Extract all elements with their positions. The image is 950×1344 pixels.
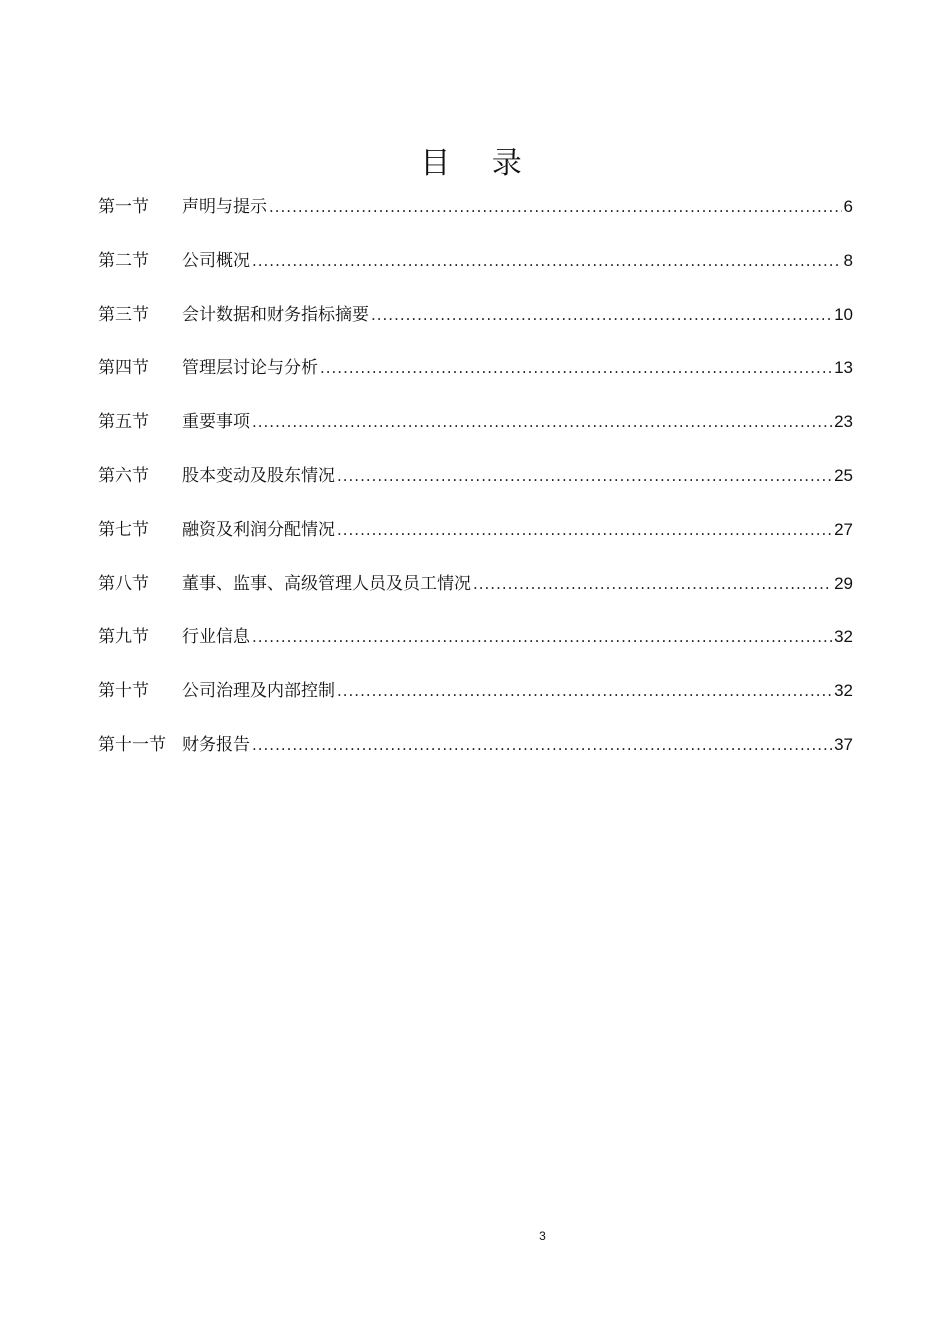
page-title: 目 录: [420, 146, 538, 182]
toc-dot-leader: [337, 674, 832, 708]
toc-section-number: 第一节: [98, 197, 149, 217]
toc-section-title: 财务报告: [182, 734, 250, 755]
toc-entry[interactable]: [98, 513, 853, 567]
toc-entry[interactable]: [98, 351, 853, 405]
toc-page-number: 37: [834, 734, 853, 754]
toc-page-number: 25: [834, 465, 853, 485]
toc-section-title: 公司治理及内部控制: [182, 681, 335, 702]
toc-dot-leader: [337, 459, 832, 493]
toc-dot-leader: [473, 567, 832, 601]
toc-entry[interactable]: [98, 728, 853, 782]
table-of-contents: [98, 190, 853, 782]
toc-dot-leader: [252, 405, 832, 439]
toc-page-number: 27: [834, 519, 853, 539]
toc-dot-leader: [252, 728, 832, 762]
toc-entry[interactable]: [98, 567, 853, 621]
toc-entry[interactable]: [98, 244, 853, 298]
toc-section-title: 管理层讨论与分析: [182, 358, 318, 379]
toc-section-title: 重要事项: [182, 412, 250, 433]
toc-dot-leader: [337, 513, 832, 547]
toc-entry[interactable]: [98, 674, 853, 728]
toc-section-title: 会计数据和财务指标摘要: [182, 304, 369, 325]
toc-section-number: 第六节: [98, 465, 149, 486]
toc-section-number: 第五节: [98, 412, 149, 433]
toc-page-number: 32: [834, 627, 853, 647]
toc-section-number: 第七节: [98, 519, 149, 540]
page-footer-number: 3: [539, 1229, 546, 1243]
toc-section-number: 第三节: [98, 304, 149, 325]
toc-section-title: 行业信息: [182, 627, 250, 648]
toc-dot-leader: [371, 298, 832, 332]
toc-page-number: 6: [843, 197, 853, 216]
toc-entry[interactable]: [98, 405, 853, 459]
toc-section-number: 第八节: [98, 573, 149, 594]
toc-section-number: 第十一节: [98, 734, 166, 755]
toc-section-title: 公司概况: [182, 250, 250, 271]
toc-entry[interactable]: [98, 298, 853, 352]
toc-dot-leader: [252, 620, 832, 654]
toc-page-number: 8: [843, 250, 853, 270]
toc-dot-leader: [269, 190, 842, 224]
toc-page-number: 23: [834, 412, 853, 432]
toc-section-title: 融资及利润分配情况: [182, 519, 335, 540]
toc-section-number: 第十节: [98, 681, 149, 702]
toc-entry[interactable]: [98, 459, 853, 513]
toc-section-title: 董事、监事、高级管理人员及员工情况: [182, 573, 471, 594]
toc-entry[interactable]: [98, 190, 853, 244]
toc-entry[interactable]: [98, 620, 853, 674]
toc-page-number: 13: [834, 358, 853, 378]
toc-dot-leader: [320, 351, 832, 385]
toc-page-number: 32: [834, 681, 853, 701]
toc-page-number: 29: [834, 573, 853, 593]
toc-section-title: 股本变动及股东情况: [182, 465, 335, 486]
toc-page-number: 10: [834, 304, 853, 324]
toc-section-number: 第四节: [98, 358, 149, 379]
toc-dot-leader: [252, 244, 842, 278]
toc-section-number: 第二节: [98, 250, 149, 271]
toc-section-title: 声明与提示: [182, 197, 267, 217]
toc-section-number: 第九节: [98, 627, 149, 648]
